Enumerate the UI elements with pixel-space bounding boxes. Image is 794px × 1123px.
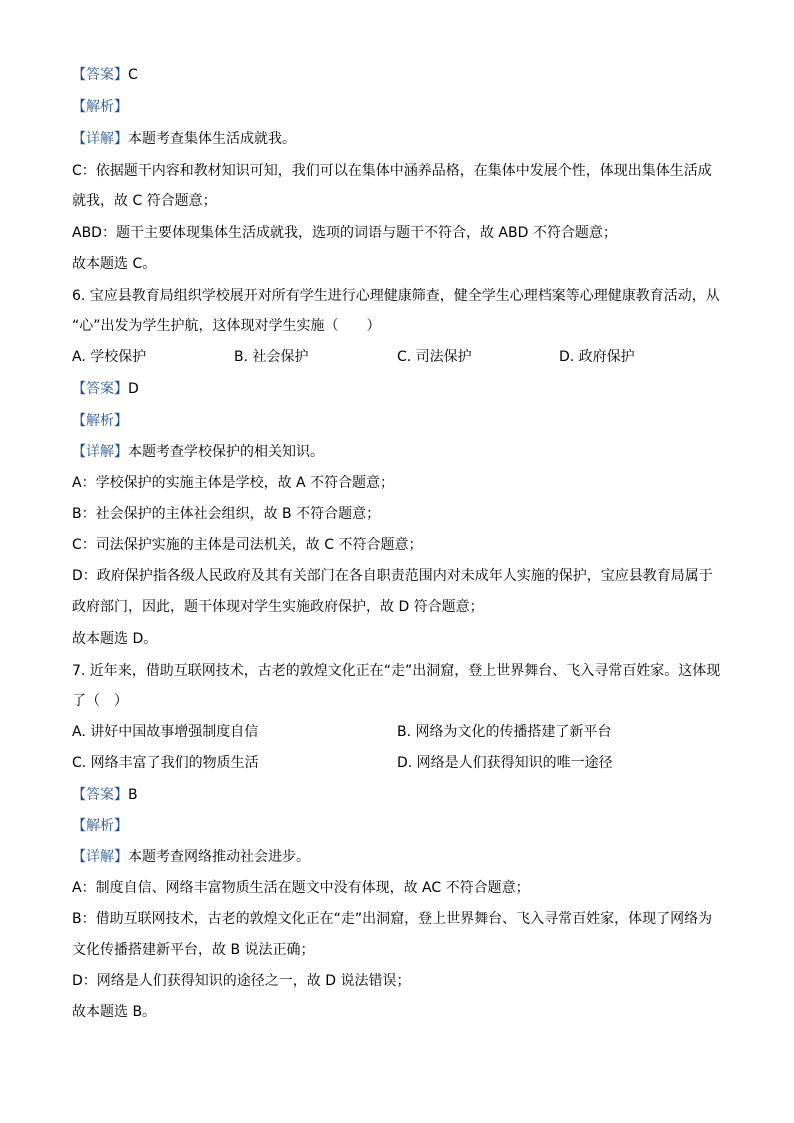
answer-value: C — [128, 67, 138, 83]
answer-value: B — [128, 787, 138, 803]
answer-label: 【答案】 — [72, 787, 128, 803]
q7-option-d: D. 网络是人们获得知识的唯一途径 — [397, 755, 613, 771]
q6-option-c: C. 司法保护 — [397, 349, 472, 365]
q5-explanation-line: C：依据题干内容和教材知识可知，我们可以在集体中涵养品格，在集体中发展个性，体现出集体生活成 — [72, 163, 712, 179]
q7-option-a: A. 讲好中国故事增强制度自信 — [72, 724, 259, 740]
q5-explanation-line: 就我，故 C 符合题意； — [72, 193, 217, 209]
detail-label: 【详解】 — [72, 444, 128, 460]
q6-conclusion-line: 故本题选 D。 — [72, 631, 158, 647]
q5-explanation-line: ABD：题干主要体现集体生活成就我，选项的词语与题干不符合，故 ABD 不符合题意； — [72, 225, 617, 241]
q7-explanation-line: B：借助互联网技术，古老的敦煌文化正在“走”出洞窟，登上世界舞台、飞入寻常百姓家，体现了网络为 — [72, 911, 713, 927]
detail-text: 本题考查学校保护的相关知识。 — [128, 444, 324, 460]
detail-label: 【详解】 — [72, 131, 128, 147]
q7-stem-line: 了（ ） — [72, 693, 128, 709]
q5-detail-line — [72, 130, 722, 148]
q6-explanation-line: B：社会保护的主体社会组织，故 B 不符合题意； — [72, 506, 381, 522]
q6-explanation-line: 政府部门，因此，题干体现对学生实施政府保护，故 D 符合题意； — [72, 599, 484, 615]
q6-option-d: D. 政府保护 — [559, 349, 635, 365]
q6-detail-line — [72, 443, 722, 461]
q7-option-b: B. 网络为文化的传播搭建了新平台 — [397, 724, 612, 740]
q7-conclusion-line: 故本题选 B。 — [72, 1004, 157, 1020]
q6-explanation-line: D：政府保护指各级人民政府及其有关部门在各自职责范围内对未成年人实施的保护，宝应县教育局属于 — [72, 568, 713, 584]
q7-explanation-line: 文化传播搭建新平台，故 B 说法正确； — [72, 942, 315, 958]
q7-option-c: C. 网络丰富了我们的物质生活 — [72, 755, 259, 771]
q7-stem-line: 7. 近年来，借助互联网技术，古老的敦煌文化正在“走”出洞窟，登上世界舞台、飞入寻常百姓家。这体现 — [72, 663, 721, 679]
q5-conclusion-line: 故本题选 C。 — [72, 256, 157, 272]
q6-answer-line — [72, 380, 722, 398]
answer-label: 【答案】 — [72, 67, 128, 83]
q5-answer-line — [72, 66, 722, 84]
q6-explanation-line: C：司法保护实施的主体是司法机关，故 C 不符合题意； — [72, 537, 423, 553]
q6-option-a: A. 学校保护 — [72, 349, 147, 365]
q7-explanation-line: A：制度自信、网络丰富物质生活在题文中没有体现，故 AC 不符合题意； — [72, 880, 530, 896]
detail-text: 本题考查集体生活成就我。 — [128, 131, 296, 147]
answer-label: 【答案】 — [72, 381, 128, 397]
q6-stem-line: 6. 宝应县教育局组织学校展开对所有学生进行心理健康筛查，健全学生心理档案等心理健康教育活动，从 — [72, 288, 720, 304]
q5-analysis-label: 【解析】 — [72, 99, 128, 115]
q6-option-b: B. 社会保护 — [234, 349, 309, 365]
q7-explanation-line: D：网络是人们获得知识的途径之一，故 D 说法错误； — [72, 973, 411, 989]
q7-answer-line — [72, 786, 722, 804]
q6-explanation-line: A：学校保护的实施主体是学校，故 A 不符合题意； — [72, 475, 395, 491]
detail-text: 本题考查网络推动社会进步。 — [128, 849, 310, 865]
q7-detail-line — [72, 848, 722, 866]
detail-label: 【详解】 — [72, 849, 128, 865]
q7-analysis-label: 【解析】 — [72, 818, 128, 834]
q6-stem-line: “心”出发为学生护航，这体现对学生实施（ ） — [72, 318, 381, 334]
answer-value: D — [128, 381, 139, 397]
q6-analysis-label: 【解析】 — [72, 413, 128, 429]
